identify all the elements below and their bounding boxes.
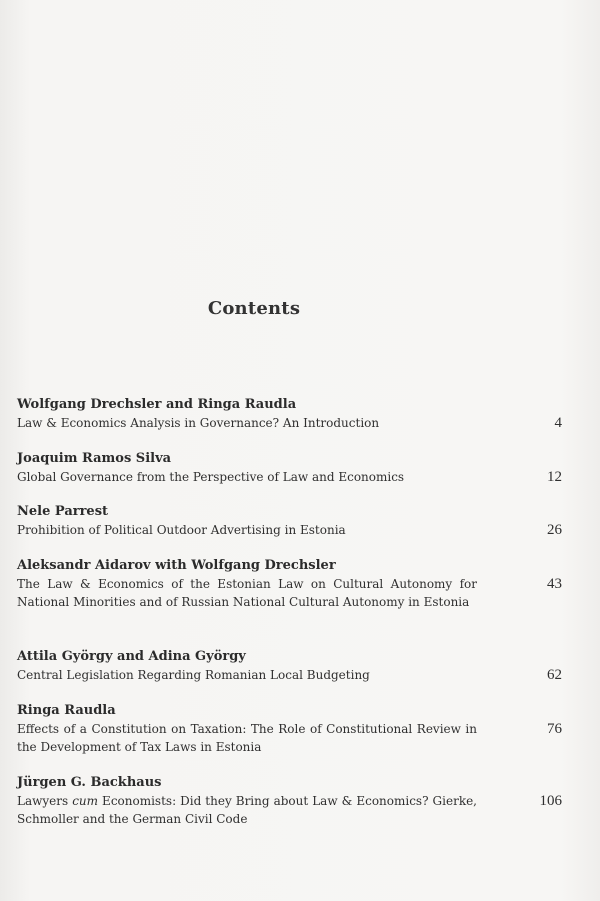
entry-title bbox=[17, 792, 477, 828]
entry-title: Central Legislation Regarding Romanian Local Budgeting bbox=[17, 668, 370, 682]
entry-row bbox=[17, 666, 562, 684]
entry-author: Aleksandr Aidarov with Wolfgang Drechsler bbox=[17, 558, 336, 573]
entry-page-number: 26 bbox=[547, 522, 562, 538]
entry-page-number: 4 bbox=[554, 415, 562, 431]
entry-author: Wolfgang Drechsler and Ringa Raudla bbox=[17, 397, 297, 412]
entry-row bbox=[17, 414, 562, 432]
entry-row bbox=[17, 468, 562, 486]
toc-entry bbox=[17, 702, 562, 756]
entry-author: Joaquim Ramos Silva bbox=[17, 451, 172, 466]
entry-title: Law & Economics Analysis in Governance? An Introduction bbox=[17, 416, 380, 430]
entry-title-italic: cum bbox=[72, 794, 99, 808]
entry-author: Ringa Raudla bbox=[17, 703, 116, 718]
entry-title: Prohibition of Political Outdoor Advertising in Estonia bbox=[17, 523, 346, 537]
entry-page-number: 106 bbox=[539, 793, 562, 809]
toc-entry bbox=[17, 503, 562, 539]
entry-author: Attila György and Adina György bbox=[17, 649, 246, 664]
entry-title: Global Governance from the Perspective of Law and Economics bbox=[17, 470, 405, 484]
entry-author: Jürgen G. Backhaus bbox=[17, 775, 162, 790]
toc-entry bbox=[17, 396, 562, 432]
toc-entry bbox=[17, 557, 562, 611]
entry-row bbox=[17, 521, 562, 539]
entry-page-number: 76 bbox=[547, 721, 562, 737]
entry-row bbox=[17, 792, 562, 828]
toc-entry bbox=[17, 774, 562, 828]
entry-page-number: 12 bbox=[547, 469, 562, 485]
entry-title: Effects of a Constitution on Taxation: The Role of Constitutional Review in the Development of Tax Laws in Estonia bbox=[17, 722, 477, 754]
entry-author: Nele Parrest bbox=[17, 504, 109, 519]
entry-page-number: 62 bbox=[547, 667, 562, 683]
toc-entry bbox=[17, 648, 562, 684]
entry-page-number: 43 bbox=[547, 576, 562, 592]
entry-title-start: Lawyers bbox=[17, 794, 73, 808]
entry-title-end: Economists: Did they Bring about Law & Economics? Gierke, Schmoller and the German Civil Code bbox=[17, 794, 478, 826]
entry-title: The Law & Economics of the Estonian Law on Cultural Autonomy for National Minorities and of Russian National Cultural Autonomy in Estonia bbox=[17, 577, 477, 609]
entry-row bbox=[17, 720, 562, 756]
entry-row bbox=[17, 575, 562, 611]
contents-heading: Contents bbox=[207, 298, 301, 319]
toc-entry bbox=[17, 450, 562, 486]
